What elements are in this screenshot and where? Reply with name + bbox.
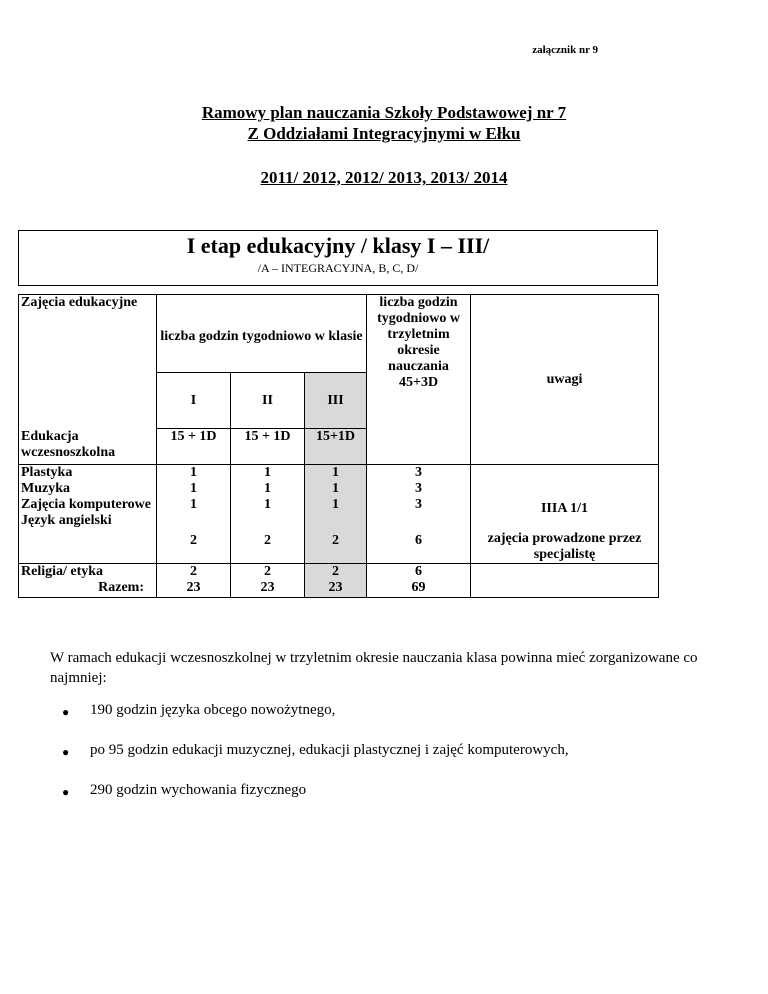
row-6-class-2: 2	[264, 564, 271, 579]
row-2-class-3: 1	[332, 465, 339, 480]
row-4-total: 3	[415, 497, 423, 512]
bullet-icon: ●	[62, 705, 70, 719]
row-5-class-2: 2	[264, 533, 271, 548]
row-5-total: 6	[415, 533, 423, 548]
rows-2-4-subjects	[19, 465, 157, 564]
row-4-class-2: 1	[264, 497, 271, 512]
sum-class-2: 23	[260, 580, 275, 595]
attachment-label: załącznik nr 9	[532, 44, 598, 56]
row-3-subject: Muzyka	[21, 481, 70, 496]
row-4-class-1: 1	[190, 497, 197, 512]
sum-class-3-cell	[305, 564, 367, 598]
header-notes: uwagi	[471, 295, 659, 465]
row-4-notes: IIIA 1/1	[540, 501, 589, 516]
row-1-class-1: 15 + 1D	[157, 429, 231, 465]
row-2-total: 3	[415, 465, 423, 480]
row-2-class-1: 1	[190, 465, 197, 480]
list-item	[62, 742, 569, 782]
rows-class-3	[305, 465, 367, 564]
bullet-icon: ●	[62, 785, 70, 799]
row-3-class-2: 1	[264, 481, 271, 496]
table-row	[19, 564, 659, 598]
row-5-class-1: 2	[190, 533, 197, 548]
sum-class-1-cell	[157, 564, 231, 598]
sum-total: 69	[411, 580, 426, 595]
document-title	[0, 102, 768, 144]
sum-subject-cell	[19, 564, 157, 598]
sum-class-2-cell	[231, 564, 305, 598]
sum-notes-cell	[471, 564, 659, 598]
row-5-class-3: 2	[332, 533, 339, 548]
requirements-list	[62, 702, 569, 822]
list-item	[62, 702, 569, 742]
header-subject: Zajęcia edukacyjne	[19, 295, 157, 429]
list-item	[62, 782, 569, 822]
row-5-notes: zajęcia prowadzone przez specjalistę	[487, 531, 642, 562]
row-1-class-2: 15 + 1D	[231, 429, 305, 465]
stage-subtitle: /A – INTEGRACYJNA, B, C, D/	[257, 261, 419, 275]
curriculum-table	[18, 294, 659, 598]
rows-total	[367, 465, 471, 564]
row-6-class-3: 2	[332, 564, 339, 579]
row-4-class-3: 1	[332, 497, 339, 512]
bullet-3-text: 290 godzin wychowania fizycznego	[90, 782, 307, 798]
row-1-total: 45+3D	[398, 375, 439, 390]
header-total	[367, 295, 471, 465]
row-5-subject: Język angielski	[21, 513, 112, 528]
row-3-class-1: 1	[190, 481, 197, 496]
header-class-2: II	[231, 373, 305, 429]
header-weekly: liczba godzin tygodniowo w klasie	[157, 295, 367, 373]
stage-header	[18, 230, 658, 286]
sum-class-3: 23	[328, 580, 343, 595]
stage-title: I etap edukacyjny / klasy I – III/	[186, 233, 490, 258]
header-class-3: III	[305, 373, 367, 429]
title-line-1: Ramowy plan nauczania Szkoły Podstawowej nr 7	[201, 103, 567, 122]
bullet-icon: ●	[62, 745, 70, 759]
bullet-1-text: 190 godzin języka obcego nowożytnego,	[90, 702, 336, 718]
row-2-class-2: 1	[264, 465, 271, 480]
school-years: 2011/ 2012, 2012/ 2013, 2013/ 2014	[260, 168, 508, 187]
rows-class-1	[157, 465, 231, 564]
title-line-2: Z Oddziałami Integracyjnymi w Ełku	[247, 124, 521, 143]
row-6-subject: Religia/ etyka	[21, 564, 104, 579]
row-4-subject: Zajęcia komputerowe	[21, 497, 151, 512]
row-1-class-3: 15+1D	[305, 429, 367, 465]
rows-notes	[471, 465, 659, 564]
header-class-1: I	[157, 373, 231, 429]
note-paragraph: W ramach edukacji wczesnoszkolnej w trzyletnim okresie nauczania klasa powinna mieć zorganizowane co najmniej:	[50, 650, 698, 686]
row-6-total: 6	[415, 564, 423, 579]
row-1-subject: Edukacja wczesnoszkolna	[19, 429, 157, 465]
sum-class-1: 23	[186, 580, 201, 595]
sum-total-cell	[367, 564, 471, 598]
row-3-class-3: 1	[332, 481, 339, 496]
row-6-class-1: 2	[190, 564, 197, 579]
row-2-subject: Plastyka	[21, 465, 73, 480]
row-3-total: 3	[415, 481, 423, 496]
header-total-text: liczba godzin tygodniowo w trzyletnim okresie nauczania	[377, 295, 460, 374]
bullet-2-text: po 95 godzin edukacji muzycznej, edukacji plastycznej i zajęć komputerowych,	[90, 742, 569, 758]
table-row	[19, 465, 659, 564]
rows-class-2	[231, 465, 305, 564]
sum-label: Razem:	[98, 580, 144, 595]
